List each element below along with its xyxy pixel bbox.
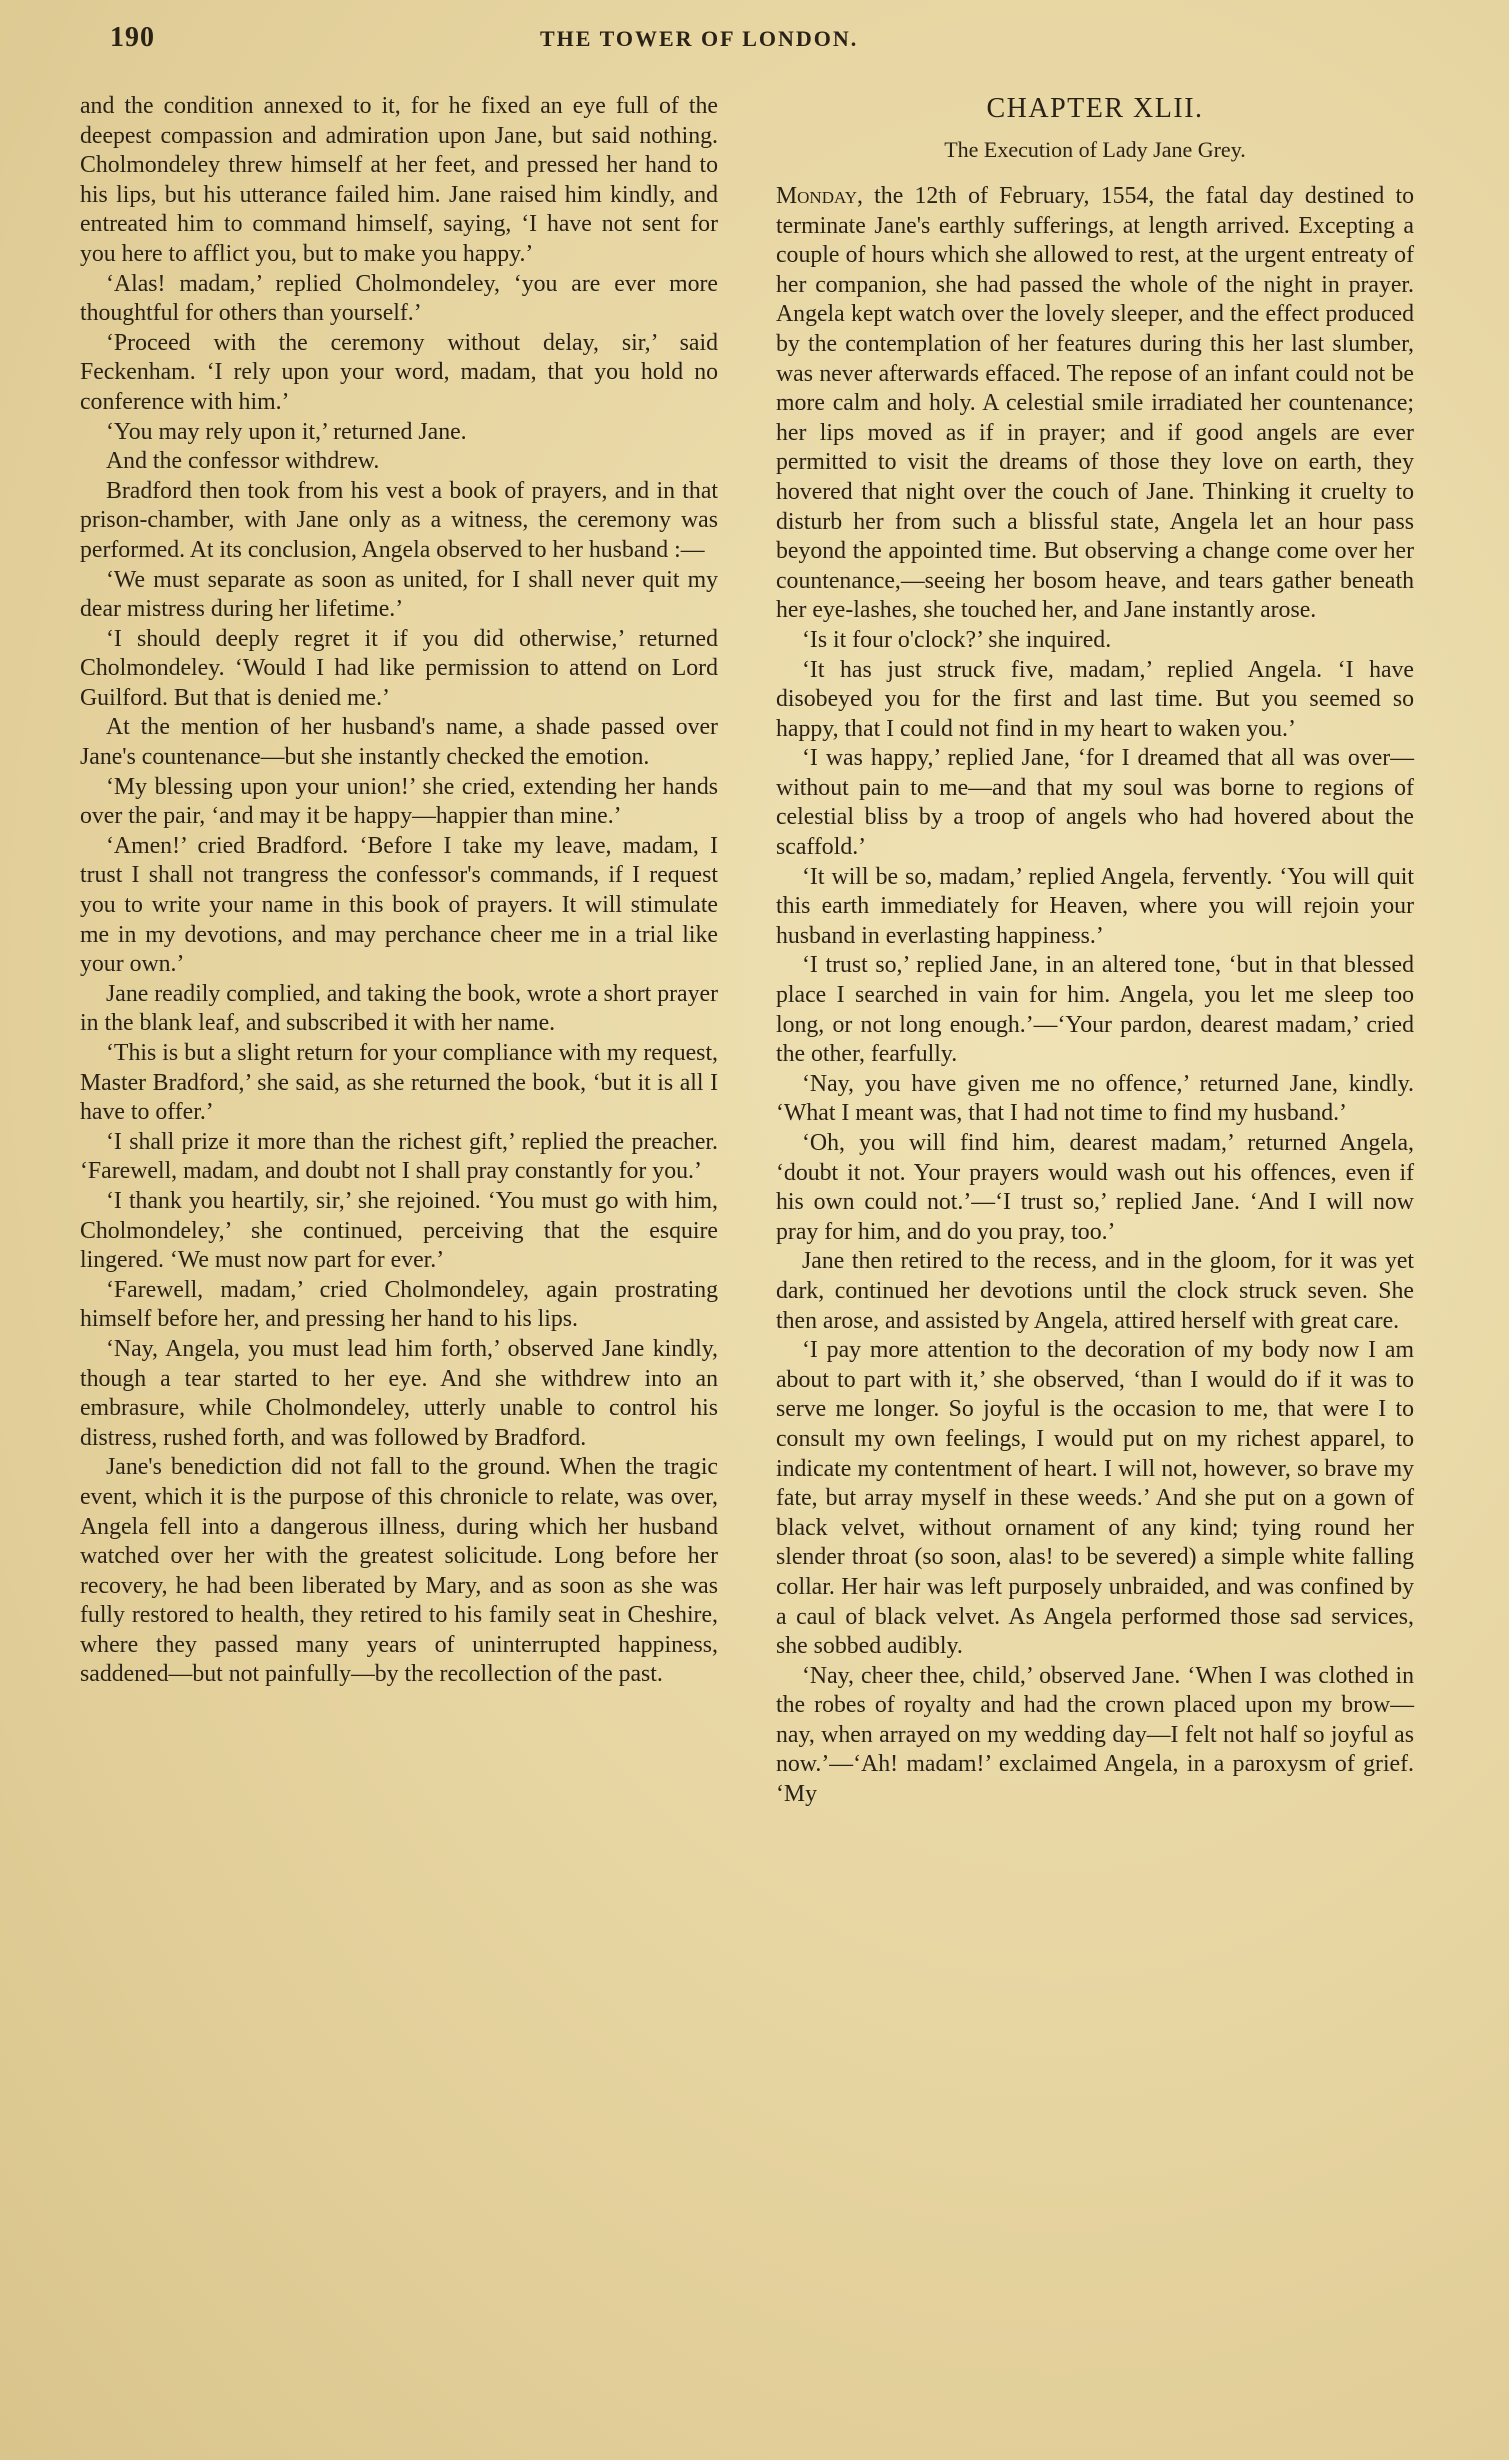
paragraph: ‘I shall prize it more than the richest gift,’ replied the preacher. ‘Farewell, madam, and doubt not I shall pray constantly for you.’ xyxy=(80,1128,718,1185)
right-column xyxy=(776,92,1414,1810)
chapter-subtitle: The Execution of Lady Jane Grey. xyxy=(944,137,1246,162)
opening-paragraph xyxy=(776,182,1414,626)
paragraph: ‘It has just struck five, madam,’ replied Angela. ‘I have disobeyed you for the first and last time. But you seemed so happy, that I could not find in my heart to waken you.’ xyxy=(776,656,1414,742)
paragraph: And the confessor withdrew. xyxy=(106,448,380,475)
paragraph: ‘I trust so,’ replied Jane, in an altered tone, ‘but in that blessed place I searched in vain for him. Angela, you let me sleep too long, or not long enough.’—‘Your pardon, dearest madam,’ cried the other, fearfully. xyxy=(776,952,1414,1068)
chapter-heading: CHAPTER XLII. xyxy=(986,93,1204,124)
paragraph: ‘This is but a slight return for your compliance with my request, Master Bradford,’ she said, as she returned the book, ‘but it is all I have to offer.’ xyxy=(80,1040,718,1126)
paragraph: ‘My blessing upon your union!’ she cried, extending her hands over the pair, ‘and may it be happy—happier than mine.’ xyxy=(80,773,718,830)
paragraph: ‘You may rely upon it,’ returned Jane. xyxy=(106,418,467,445)
paragraph: Jane's benediction did not fall to the ground. When the tragic event, which it is the purpose of this chronicle to relate, was over, Angela fell into a dangerous illness, during which her husband watched over her with the greatest solicitude. Long before her recovery, he had been liberated by Mary, and as soon as she was fully restored to health, they retired to his family seat in Cheshire, where they passed many years of uninterrupted happiness, saddened—but not painfully—by the recollection of the past. xyxy=(80,1454,718,1688)
paragraph: ‘Alas! madam,’ replied Cholmondeley, ‘you are ever more thoughtful for others than yourself.’ xyxy=(80,270,718,327)
paragraph: ‘I pay more attention to the decoration of my body now I am about to part with it,’ she observed, ‘than I would do if it was to serve me longer. So joyful is the occasion to me, that were I to consult my own feelings, I would put on my richest apparel, to indicate my contentment of heart. I will not, however, so brave my fate, but array myself in these weeds.’ And she put on a gown of black velvet, without ornament of any kind; tying round her slender throat (so soon, alas! to be severed) a simple white falling collar. Her hair was left purposely unbraided, and was confined by a caul of black velvet. As Angela performed those sad services, she sobbed audibly. xyxy=(776,1337,1414,1660)
paragraph: ‘I was happy,’ replied Jane, ‘for I dreamed that all was over—without pain to me—and that my soul was borne to regions of celestial bliss by a troop of angels who had hovered about the scaffold.’ xyxy=(776,745,1414,861)
running-head xyxy=(110,22,1430,62)
page-number: 190 xyxy=(110,22,155,53)
paragraph: ‘Nay, cheer thee, child,’ observed Jane. ‘When I was clothed in the robes of royalty and had the crown placed upon my brow—nay, when arrayed on my wedding day—I felt not half so joyful as now.’—‘Ah! madam!’ exclaimed Angela, in a paroxysm of grief. ‘My xyxy=(776,1662,1414,1808)
running-title: THE TOWER OF LONDON. xyxy=(540,26,859,51)
paragraph: ‘Nay, Angela, you must lead him forth,’ observed Jane kindly, though a tear started to her eye. And she withdrew into an embrasure, while Cholmondeley, utterly unable to control his distress, rushed forth, and was followed by Bradford. xyxy=(80,1335,718,1451)
paragraph: ‘Oh, you will find him, dearest madam,’ returned Angela, ‘doubt it not. Your prayers would wash out his offences, even if his own could not.’—‘I trust so,’ replied Jane. ‘And I will now pray for him, and do you pray, too.’ xyxy=(776,1130,1414,1245)
paragraph: ‘I thank you heartily, sir,’ she rejoined. ‘You must go with him, Cholmondeley,’ she continued, perceiving that the esquire lingered. ‘We must now part for ever.’ xyxy=(80,1187,718,1274)
opening-text: the 12th of February, 1554, the fatal day destined to terminate Jane's earthly sufferings, at length arrived. Excepting a couple of hours which she allowed to rest, at the urgent entreaty of her companion, she had passed the whole of the night in prayer. Angela kept watch over the lovely sleeper, and the effect produced by the contemplation of her features during this her last slumber, was never afterwards effaced. The repose of an infant could not be more calm and holy. A celestial smile irradiated her countenance; her lips moved as if in prayer; and if good angels are ever permitted to visit the dreams of those they love on earth, they hovered that night over the couch of Jane. Thinking it cruelty to disturb her from such a blissful state, Angela let an hour pass beyond the appointed time. But observing a change come over her countenance,—seeing her bosom heave, and tears gather beneath her eye-lashes, she touched her, and Jane instantly arose. xyxy=(776,183,1414,624)
opening-word: Monday, xyxy=(776,183,863,209)
paragraph: ‘Farewell, madam,’ cried Cholmondeley, again prostrating himself before her, and pressing her hand to his lips. xyxy=(80,1276,718,1333)
paragraph: Jane then retired to the recess, and in the gloom, for it was yet dark, continued her devotions until the clock struck seven. She then arose, and assisted by Angela, attired herself with great care. xyxy=(776,1248,1414,1334)
paragraph: ‘Amen!’ cried Bradford. ‘Before I take my leave, madam, I trust I shall not trangress the confessor's commands, if I request you to write your name in this book of prayers. It will stimulate me in my devotions, and may perchance cheer me in a trial like your own.’ xyxy=(80,832,718,978)
paragraph: ‘Proceed with the ceremony without delay, sir,’ said Feckenham. ‘I rely upon your word, madam, that you hold no conference with him.’ xyxy=(80,329,718,415)
paragraph: ‘Is it four o'clock?’ she inquired. xyxy=(802,626,1112,653)
paragraph: ‘It will be so, madam,’ replied Angela, fervently. ‘You will quit this earth immediately for Heaven, where you will rejoin your husband in everlasting happiness.’ xyxy=(776,863,1414,949)
paragraph: and the condition annexed to it, for he fixed an eye full of the deepest compassion and admiration upon Jane, but said nothing. Cholmondeley threw himself at her feet, and pressed her hand to his lips, but his utterance failed him. Jane raised him kindly, and entreated him to command himself, saying, ‘I have not sent for you here to afflict you, but to make you happy.’ xyxy=(80,93,718,267)
left-column xyxy=(80,92,718,1690)
paragraph: At the mention of her husband's name, a shade passed over Jane's countenance—but she instantly checked the emotion. xyxy=(80,714,718,771)
paragraph: Jane readily complied, and taking the book, wrote a short prayer in the blank leaf, and subscribed it with her name. xyxy=(80,980,718,1037)
paragraph: Bradford then took from his vest a book of prayers, and in that prison-chamber, with Jane only as a witness, the ceremony was performed. At its conclusion, Angela observed to her husband :— xyxy=(80,477,718,563)
paragraph: ‘Nay, you have given me no offence,’ returned Jane, kindly. ‘What I meant was, that I had not time to find my husband.’ xyxy=(776,1070,1414,1127)
paragraph: ‘We must separate as soon as united, for I shall never quit my dear mistress during her lifetime.’ xyxy=(80,566,718,623)
paragraph: ‘I should deeply regret it if you did otherwise,’ returned Cholmondeley. ‘Would I had like permission to attend on Lord Guilford. But that is denied me.’ xyxy=(80,625,718,711)
